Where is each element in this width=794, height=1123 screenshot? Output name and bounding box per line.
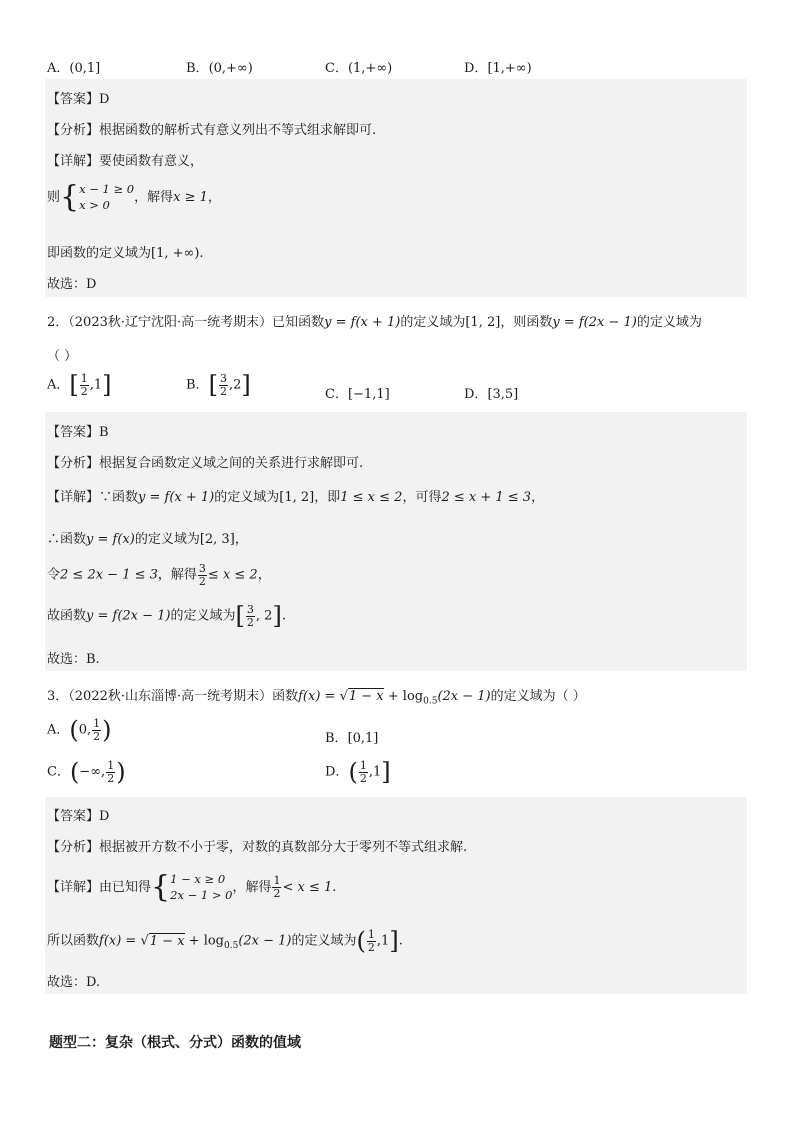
q1-answer: 【答案】D	[47, 92, 110, 107]
q3-option-d: D．( $\frac{1}{2}$ ,1]	[325, 758, 391, 787]
q2-option-a: A．[ $\frac{1}{2}$ ,1]	[47, 371, 112, 400]
q1-option-a: A．(0,1]	[47, 61, 101, 76]
q3-option-a: A．(0, $\frac{1}{2}$ )	[47, 716, 112, 745]
q2-option-d: D．[3,5]	[464, 387, 519, 402]
section-title: 题型二：复杂（根式、分式）函数的值域	[49, 1035, 301, 1051]
q3-detail-line2: 所以函数$f(x) = √1 - x + \log_{0.5}(2x - 1)$的定义域为( $\frac{1}{2}$ ,1].	[47, 927, 403, 956]
q1-detail-line2: 则{ x − 1 ≥ 0 x > 0 ，解得x ≥ 1，	[47, 179, 221, 215]
q1-option-b: B．(0,+∞)	[186, 61, 253, 76]
q3-answer: 【答案】D	[47, 809, 110, 824]
q3-analysis: 【分析】根据被开方数不小于零，对数的真数部分大于零列不等式组求解.	[47, 840, 468, 855]
q2-detail-line3: 令2 ≤ 2x − 1 ≤ 3，解得 $\frac{3}{2}$ ≤ x ≤ 2，	[47, 562, 271, 588]
q1-domain-line: 即函数的定义域为[1, +∞).	[47, 246, 204, 261]
q1-detail-line1: 【详解】要使函数有意义，	[47, 154, 204, 169]
q2-detail-line2: ∴函数y = f(x)的定义域为[2, 3]，	[47, 532, 248, 547]
q3-option-b: B．[0,1]	[325, 731, 379, 746]
q2-stem: 2．（2023秋·辽宁沈阳·高一统考期末）已知函数y = f(x + 1)的定义域为[1, 2]，则函数y = f(2x − 1)的定义域为	[47, 315, 702, 330]
q1-choice: 故选：D	[47, 277, 97, 292]
q2-answer: 【答案】B	[47, 425, 109, 440]
q1-option-c: C．(1,+∞)	[325, 61, 393, 76]
q2-choice: 故选：B.	[47, 652, 100, 667]
q3-option-c: C．(−∞, $\frac{1}{2}$ )	[47, 758, 126, 787]
q2-detail-line1: 【详解】∵函数y = f(x + 1)的定义域为[1, 2]，即1 ≤ x ≤ 2，可得2 ≤ x + 1 ≤ 3，	[47, 490, 545, 505]
q1-analysis: 【分析】根据函数的解析式有意义列出不等式组求解即可.	[47, 123, 377, 138]
q1-option-d: D．[1,+∞)	[464, 61, 532, 76]
q2-detail-line4: 故函数y = f(2x − 1)的定义域为[ $\frac{3}{2}$ , 2].	[47, 602, 286, 631]
q2-paren: （ ）	[47, 349, 78, 364]
q3-choice: 故选：D.	[47, 975, 101, 990]
q3-detail-line1: 【详解】由已知得{ 1 − x ≥ 0 2x − 1 > 0 ，解得 $\frac{1}{2}$ < x ≤ 1.	[47, 869, 337, 905]
q2-option-b: B．[ $\frac{3}{2}$ ,2]	[186, 371, 251, 400]
q2-analysis: 【分析】根据复合函数定义域之间的关系进行求解即可.	[47, 456, 364, 471]
q2-option-c: C．[−1,1]	[325, 387, 390, 402]
q3-stem: 3．（2022秋·山东淄博·高一统考期末）函数$f(x) = √1 - x + \log_{0.5}(2x - 1)$的定义域为（ ）	[47, 689, 586, 707]
